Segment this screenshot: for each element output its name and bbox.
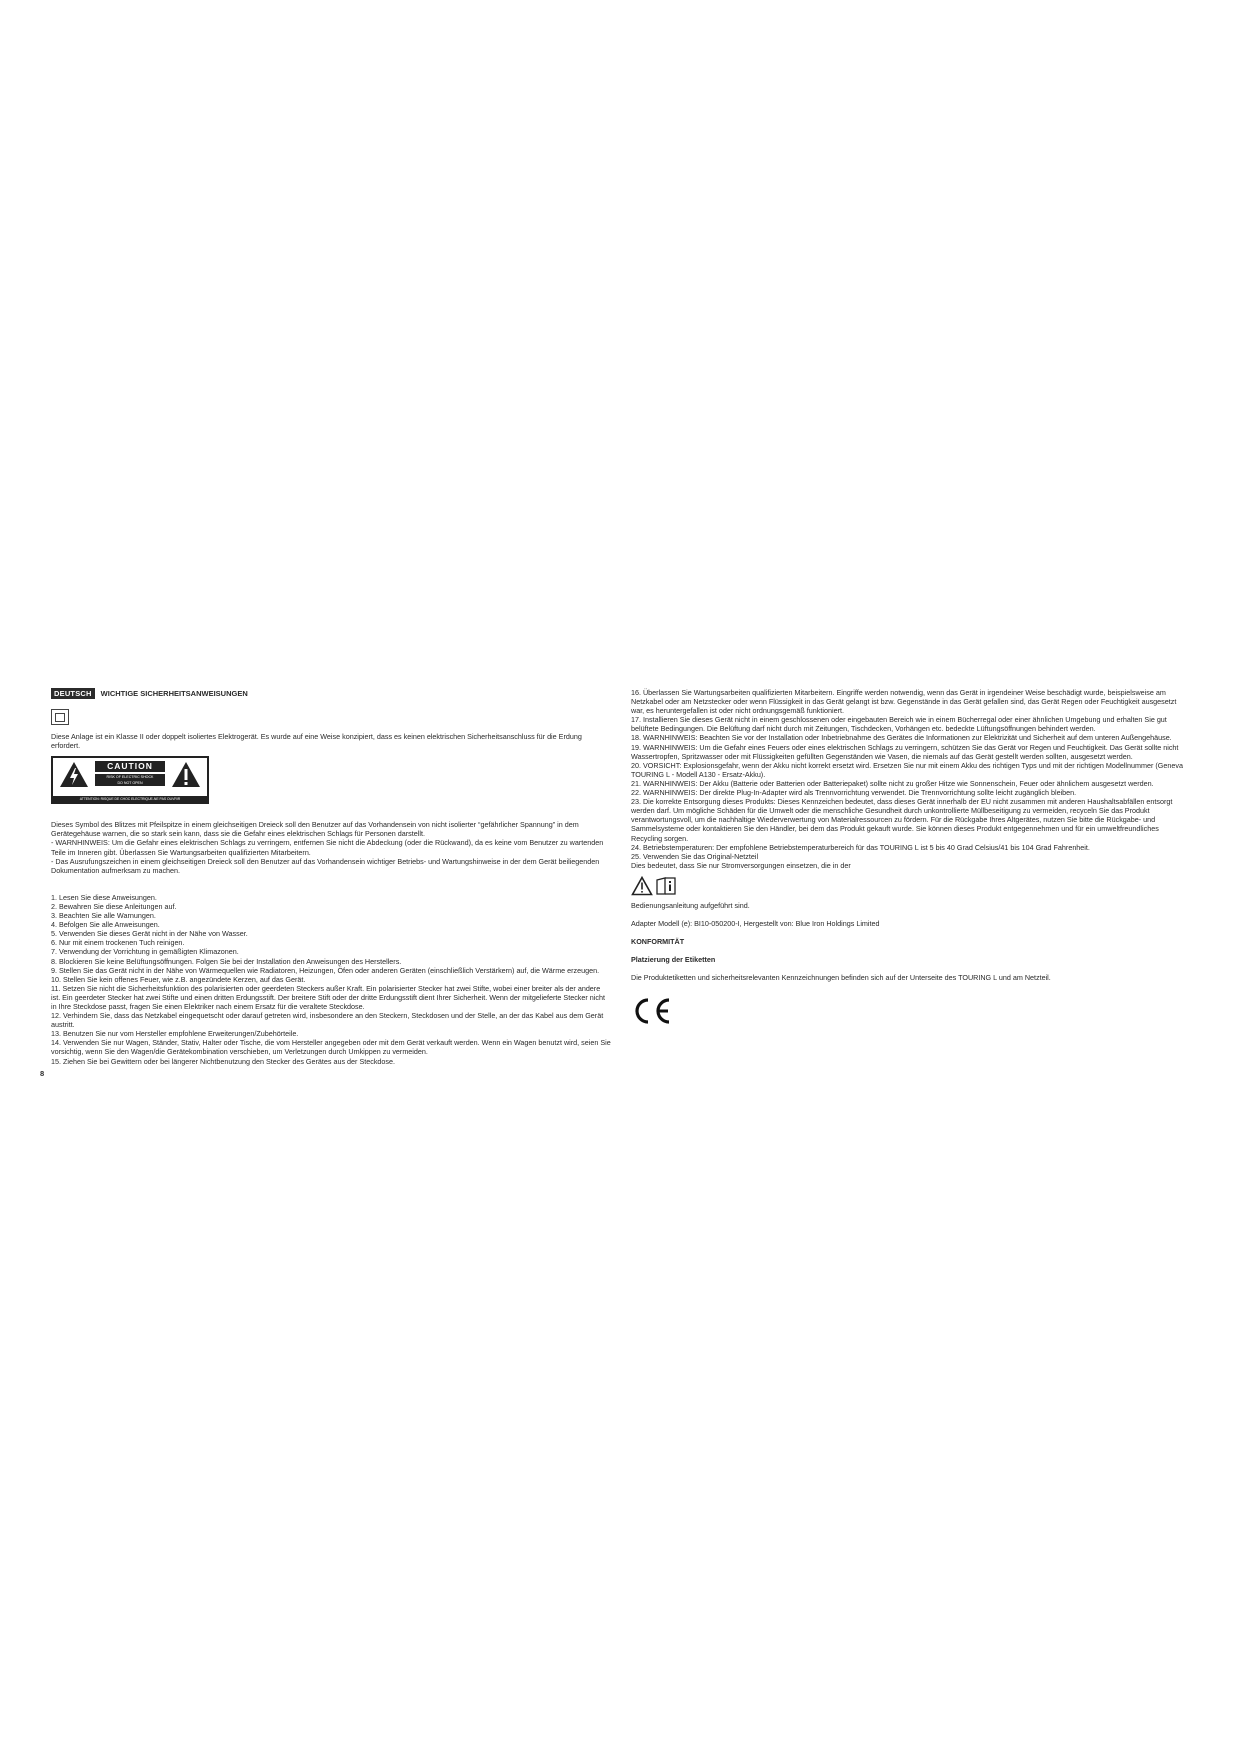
manual-symbols [631,876,1189,896]
caution-title: CAUTION [95,761,165,772]
class-two-text: Diese Anlage ist ein Klasse II oder doppelt isoliertes Elektrogerät. Es wurde auf eine Weise konzipiert, dass es keinen elektrischen Sicherheitsanschluss für die Erdung erfordert. [51,732,582,751]
left-column [51,688,611,1066]
list-item: 15. Ziehen Sie bei Gewittern oder bei längerer Nichtbenutzung den Stecker des Gerätes aus der Steckdose. [51,1056,396,1066]
list-item: 14. Verwenden Sie nur Wagen, Ständer, Stativ, Halter oder Tische, die vom Hersteller angegeben oder mit dem Gerät verkauft werden. Wenn ein Wagen benutzt wird, seien Sie vorsichtig, wenn Sie den Wagen/die Gerätekombination verschieben, um Verletzungen durch Umkippen zu vermeiden. [51,1038,611,1057]
symbol-paragraph: - WARNHINWEIS: Um die Gefahr eines elektrischen Schlags zu verringern, entfernen Sie nicht die Abdeckung (oder die Rückwand), da es keine vom Benutzer zu wartenden Teile im Inneren gibt. Überlassen Sie Wartungsarbeiten qualifizierten Mitarbeitern. [51,838,604,857]
list-item: 4. Befolgen Sie alle Anweisungen. [51,920,160,930]
caution-center [95,761,165,791]
caution-line-1: RISK OF ELECTRIC SHOCK [95,774,165,780]
list-item: 13. Benutzen Sie nur vom Hersteller empfohlene Erweiterungen/Zubehörteile. [51,1029,299,1039]
list-item: 23. Die korrekte Entsorgung dieses Produkts: Dieses Kennzeichen bedeutet, dass dieses Gerät innerhalb der EU nicht zusammen mit anderen Haushaltsabfällen entsorgt werden darf. Um mögliche Schäden für die Umwelt oder die menschliche Gesundheit durch unkontrollierte Müllbeseitigung zu vermeiden, recyceln Sie das Produkt verantwortungsvoll, um die nachhaltige Wiederverwertung von Materialressourcen zu fördern. Für die Rückgabe Ihres Altgerätes, nutzen Sie bitte die Rückgabe- und Sammelsysteme oder kontaktieren Sie den Händler, bei dem das Produkt gekauft wurde. Sie können dieses Produkt entgegennehmen und für ein umweltfreundliches Recycling sorgen. [631,797,1173,843]
list-item: 2. Bewahren Sie diese Anleitungen auf. [51,901,177,911]
list-item: 17. Installieren Sie dieses Gerät nicht in einem geschlossenen oder eingebauten Bereich wie in einem Bücherregal oder einer ähnlichen Umgebung und erhalten Sie gut belüftete Bedingungen. Die Belüftung darf nicht durch mit Zeitungen, Tischdecken, Vorhängen etc. bedeckte Lüftungsöffnungen behindert werden. [631,715,1167,734]
list-item: 6. Nur mit einem trockenen Tuch reinigen. [51,938,185,948]
list-item: 9. Stellen Sie das Gerät nicht in der Nähe von Wärmequellen wie Radiatoren, Heizungen, Öfen oder anderen Geräten (einschließlich Verstärkern) auf, die Wärme erzeugen. [51,965,600,975]
instruction-list-continued [631,688,1189,870]
list-item: 7. Verwendung der Vorrichtung in gemäßigten Klimazonen. [51,947,239,957]
list-item: 19. WARNHINWEIS: Um die Gefahr eines Feuers oder eines elektrischen Schlags zu verringern, schützen Sie das Gerät vor Regen und Feuchtigkeit. Das Gerät sollte nicht Wassertropfen, Spritzwasser oder mit Flüssigkeiten gefüllten Gegenständen wie Vasen, die niemals auf das Gerät gestellt werden sollten, ausgesetzt werden. [631,742,1179,761]
warning-triangle-icon [631,876,653,896]
symbol-paragraph: Dieses Symbol des Blitzes mit Pfeilspitze in einem gleichseitigen Dreieck soll den Benutzer auf das Vorhandensein von nicht isolierter “gefährlicher Spannung” in dem Gerätegehäuse warnen, die so stark sein kann, dass sie die Gefahr eines elektrischen Schlags für Personen darstellt. [51,820,579,839]
list-item: 18. WARNHINWEIS: Beachten Sie vor der Installation oder Inbetriebnahme des Gerätes die Informationen zur Elektrizität und Sicherheit auf dem unteren Außengehäuse. [631,733,1172,743]
list-item: 16. Überlassen Sie Wartungsarbeiten qualifizierten Mitarbeitern. Eingriffe werden notwendig, wenn das Gerät in irgendeiner Weise beschädigt wurde, beispielsweise am Netzkabel oder am Netzstecker oder wenn Flüssigkeit in das Gerät gelangt ist bzw. Gegenstände in das Gerät gefallen sind, das Gerät Regen oder Feuchtigkeit ausgesetzt war, es heruntergefallen ist oder nicht ordnungsgemäß funktioniert. [631,688,1177,716]
lightning-warning-icon [59,761,89,788]
right-column [631,688,1189,1028]
section-header [51,688,611,699]
symbol-explanations [51,820,611,875]
caution-footer: ATTENTION: RISQUE DE CHOC ELECTRIQUE-NE PAS OUVRIR [53,796,207,802]
list-item: 25. Verwenden Sie das Original-Netzteil [631,851,759,861]
list-item: 24. Betriebstemperaturen: Der empfohlene Betriebstemperaturbereich für das TOURING L ist 5 bis 40 Grad Celsius/41 bis 104 Grad Fahrenheit. [631,842,1090,852]
list-item: 10. Stellen Sie kein offenes Feuer, wie z.B. angezündete Kerzen, auf das Gerät. [51,974,306,984]
caution-line-2: DO NOT OPEN [95,780,165,786]
labels-text: Die Produktetiketten und sicherheitsrelevanten Kennzeichnungen befinden sich auf der Unterseite des TOURING L und am Netzteil. [631,973,1051,983]
list-item: 5. Verwenden Sie dieses Gerät nicht in der Nähe von Wasser. [51,929,248,939]
adapter-note: Adapter Modell (e): BI10-050200-I, Hergestellt von: Blue Iron Holdings Limited [631,918,880,928]
labels-heading: Platzierung der Etiketten [631,955,716,965]
page-number: 8 [40,1069,45,1078]
caution-label-image [51,756,209,804]
list-item: 8. Blockieren Sie keine Belüftungsöffnungen. Folgen Sie bei der Installation den Anweisungen des Herstellers. [51,956,402,966]
language-badge: DEUTSCH [51,688,95,699]
list-item: 21. WARNHINWEIS: Der Akku (Batterie oder Batterien oder Batteriepaket) sollte nicht zu großer Hitze wie Sonnenschein, Feuer oder ähnlichem ausgesetzt werden. [631,778,1154,788]
list-item: 1. Lesen Sie diese Anweisungen. [51,892,157,902]
manual-note: Bedienungsanleitung aufgeführt sind. [631,900,750,910]
list-item: Dies bedeutet, dass Sie nur Stromversorgungen einsetzen, die in der [631,860,851,870]
list-item: 12. Verhindern Sie, dass das Netzkabel eingequetscht oder darauf getreten wird, insbesondere an den Steckern, Steckdosen und der Stelle, an der das Kabel aus dem Gerät austritt. [51,1011,604,1030]
exclamation-warning-icon [171,761,201,788]
class-two-symbol-icon [51,709,69,725]
ce-mark-icon [631,996,673,1026]
conformity-heading: KONFORMITÄT [631,937,685,947]
list-item: 3. Beachten Sie alle Warnungen. [51,911,156,921]
list-item: 20. VORSICHT: Explosionsgefahr, wenn der Akku nicht korrekt ersetzt wird. Ersetzen Sie nur mit einem Akku des richtigen Typs und mit der richtigen Modellnummer (Geneva TOURING L - Modell A130 - Ersatz-Akku). [631,760,1183,779]
instruction-list [51,893,611,1066]
list-item: 22. WARNHINWEIS: Der direkte Plug-In-Adapter wird als Trennvorrichtung verwendet. Die Trennvorrichtung sollte leicht zugänglich bleiben. [631,788,1077,798]
section-title: WICHTIGE SICHERHEITSANWEISUNGEN [100,689,248,698]
symbol-paragraph: - Das Ausrufungszeichen in einem gleichseitigen Dreieck soll den Benutzer auf das Vorhandensein wichtiger Betriebs- und Wartungshinweise in der dem Gerät beiliegenden Dokumentation aufmerksam zu machen. [51,856,600,875]
manual-info-icon [655,876,677,896]
list-item: 11. Setzen Sie nicht die Sicherheitsfunktion des polarisierten oder geerdeten Steckers außer Kraft. Ein polarisierter Stecker hat zwei Stifte, wobei einer breiter als der andere ist. Ein geerdeter Stecker hat zwei Stifte und einen dritten Erdungsstift. Der breitere Stift oder der dritte Erdungsstift dient Ihrer Sicherheit. Wenn der mitgelieferte Stecker nicht in Ihre Steckdose passt, fragen Sie einen Elektriker nach einem Ersatz für die veraltete Steckdose. [51,983,605,1011]
